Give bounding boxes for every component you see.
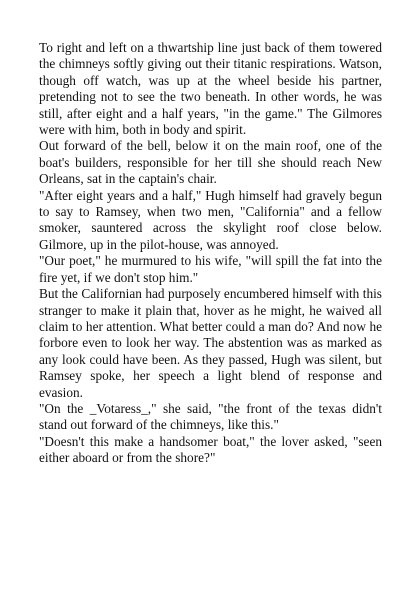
paragraph-5: But the Californian had purposely encumbered himself with this stranger to make it plain that, hover as he might, he waived all claim to her attention. What better could a man do? And now he forbore even to look her way. The abstention was as marked as any look could have been. As they passed, Hugh was silent, but Ramsey spoke, her speech a light blend of response and evasion. <box>39 286 382 400</box>
paragraph-7: "Doesn't this make a handsomer boat," the lover asked, "seen either aboard or from the shore?" <box>39 433 382 466</box>
paragraph-4: "Our poet," he murmured to his wife, "will spill the fat into the fire yet, if we don't stop him." <box>39 253 382 285</box>
paragraph-6: "On the _Votaress_," she said, "the front of the texas didn't stand out forward of the chimneys, like this." <box>39 400 382 433</box>
paragraph-1: To right and left on a thwartship line just back of them towered the chimneys softly giving out their titanic respirations. Watson, though off watch, was up at the wheel beside his partner, pretending not to see the two beneath. In other words, he was still, after eight and a half years, "in the game." The Gilmores were with him, both in body and spirit. <box>39 40 382 138</box>
paragraph-2: Out forward of the bell, below it on the main roof, one of the boat's builders, responsible for her till she should reach New Orleans, sat in the captain's chair. <box>39 138 382 187</box>
paragraph-3: "After eight years and a half," Hugh himself had gravely begun to say to Ramsey, when two men, "California" and a fellow smoker, sauntered across the skylight roof close below. Gilmore, up in the pilot-house, was annoyed. <box>39 187 382 252</box>
